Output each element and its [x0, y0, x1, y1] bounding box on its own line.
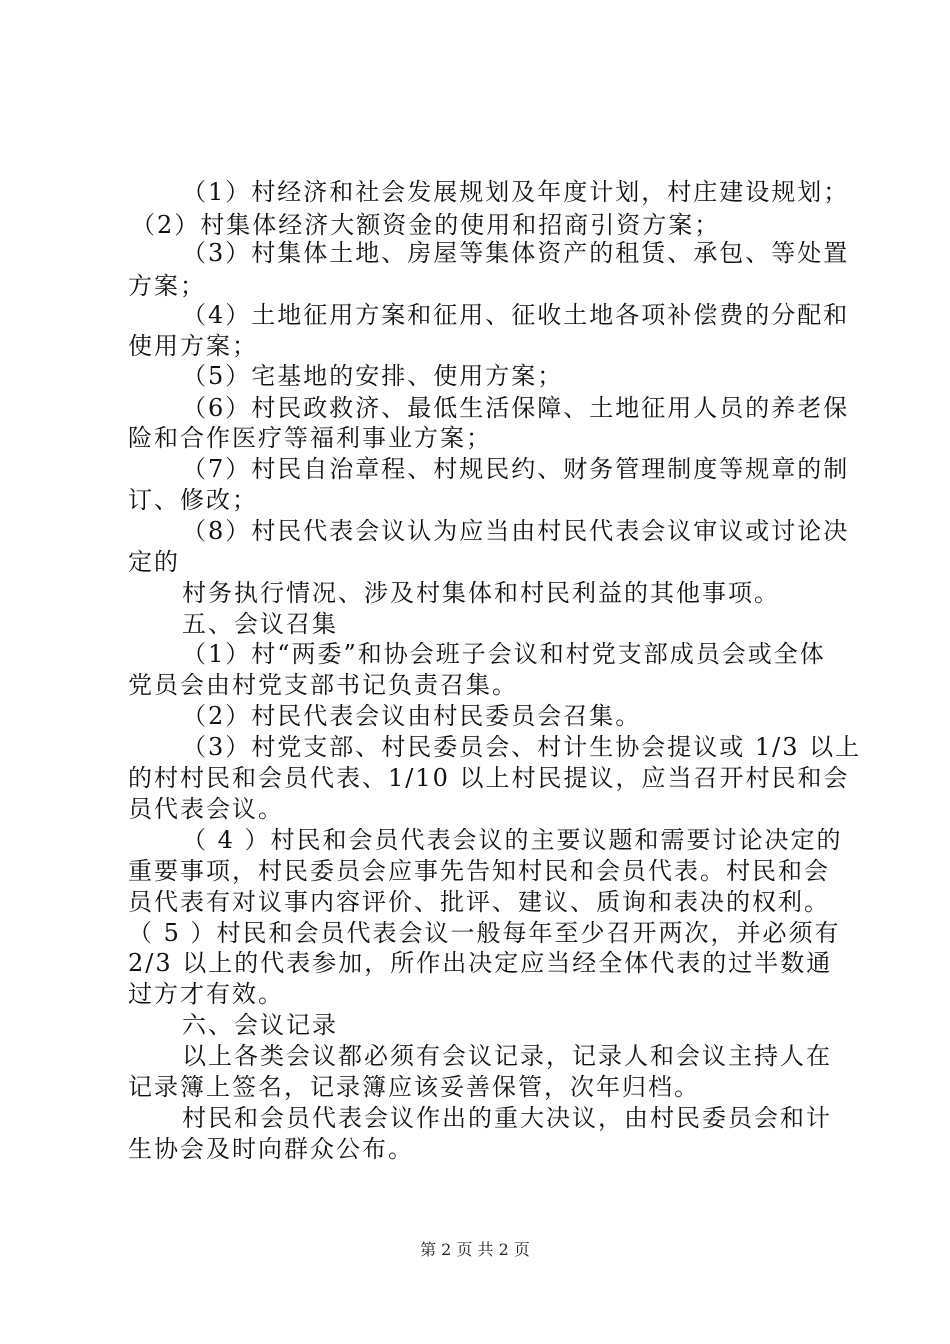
section-heading: 五、会议召集 [182, 610, 338, 638]
text-line: （7）村民自治章程、村规民约、财务管理制度等规章的制 [182, 455, 850, 483]
text-line: （3）村集体土地、房屋等集体资产的租赁、承包、等处置 [182, 239, 850, 267]
text-line: （3）村党支部、村民委员会、村计生协会提议或 1/3 以上 [182, 733, 862, 761]
text-line: （ 4 ）村民和会员代表会议的主要议题和需要讨论决定的 [182, 826, 843, 854]
text-line: 员代表会议。 [128, 795, 284, 823]
text-line: 的村村民和会员代表、1/10 以上村民提议，应当召开村民和会 [128, 764, 850, 792]
text-line: 过方才有效。 [128, 980, 284, 1008]
text-line: 生协会及时向群众公布。 [128, 1135, 414, 1163]
page-footer: 第 2 页 共 2 页 [420, 1240, 530, 1259]
text-line: （1）村经济和社会发展规划及年度计划，村庄建设规划； [182, 178, 850, 206]
text-line: 员代表有对议事内容评价、批评、建议、质询和表决的权利。 [128, 888, 830, 916]
text-line: 2/3 以上的代表参加，所作出决定应当经全体代表的过半数通 [128, 949, 833, 977]
text-line: （8）村民代表会议认为应当由村民代表会议审议或讨论决 [182, 517, 850, 545]
text-line: （1）村“两委”和协会班子会议和村党支部成员会或全体 [182, 640, 826, 668]
text-line: （2）村集体经济大额资金的使用和招商引资方案； [131, 211, 721, 239]
text-line: （ 5 ）村民和会员代表会议一般每年至少召开两次，并必须有 [128, 919, 841, 947]
text-line: 村民和会员代表会议作出的重大决议，由村民委员会和计 [182, 1104, 832, 1132]
text-line: 重要事项，村民委员会应事先告知村民和会员代表。村民和会 [128, 857, 830, 885]
text-line: （6）村民政救济、最低生活保障、土地征用人员的养老保 [182, 394, 850, 422]
text-line: （4）土地征用方案和征用、征收土地各项补偿费的分配和 [182, 301, 850, 329]
text-line: 方案； [128, 272, 206, 300]
text-line: 订、修改； [128, 486, 258, 514]
text-line: 以上各类会议都必须有会议记录，记录人和会议主持人在 [182, 1042, 832, 1070]
text-line: 险和合作医疗等福利事业方案； [128, 424, 492, 452]
text-line: 使用方案； [128, 332, 258, 360]
text-line: （2）村民代表会议由村民委员会召集。 [182, 702, 642, 730]
text-line: 党员会由村党支部书记负责召集。 [128, 671, 518, 699]
text-line: 定的 [128, 548, 180, 576]
text-line: （5）宅基地的安排、使用方案； [182, 362, 564, 390]
text-line: 记录簿上签名，记录簿应该妥善保管，次年归档。 [128, 1073, 700, 1101]
text-line: 村务执行情况、涉及村集体和村民利益的其他事项。 [182, 579, 780, 607]
section-heading: 六、会议记录 [182, 1011, 338, 1039]
